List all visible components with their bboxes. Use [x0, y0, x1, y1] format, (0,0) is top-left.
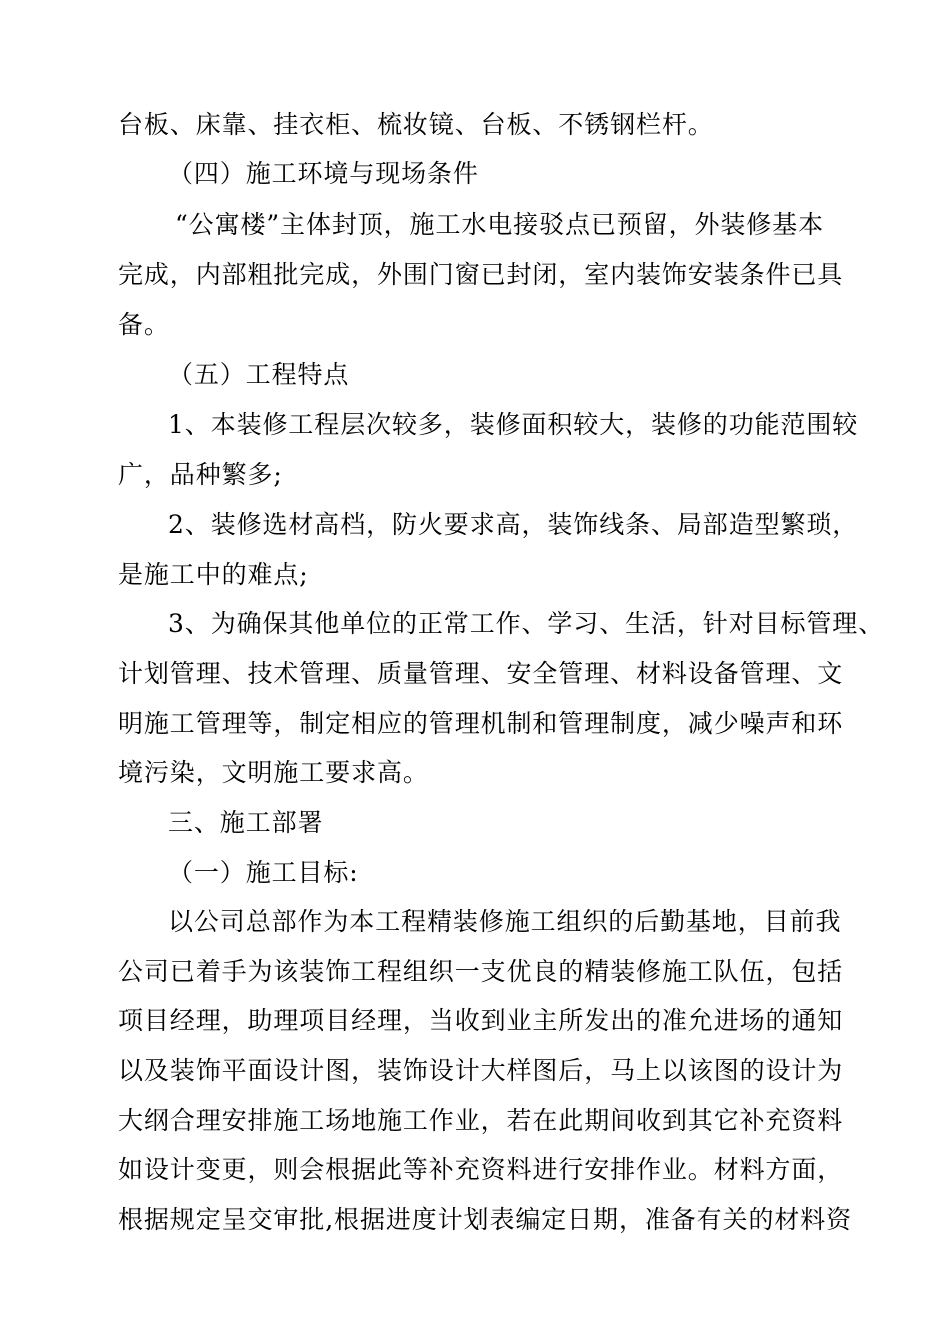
text-line-13: 明施工管理等，制定相应的管理机制和管理制度，减少噪声和环: [118, 709, 844, 738]
text-line-12: 计划管理、技术管理、质量管理、安全管理、材料设备管理、文: [118, 659, 844, 688]
text-line-14: 境污染，文明施工要求高。: [118, 758, 429, 787]
text-line-19: 项目经理，助理项目经理，当收到业主所发出的准允进场的通知: [118, 1006, 844, 1035]
section-heading-goals: （一）施工目标:: [168, 858, 359, 887]
section-heading-features: （五）工程特点: [168, 360, 350, 389]
text-line-17: 以公司总部作为本工程精装修施工组织的后勤基地，目前我: [168, 907, 842, 936]
section-heading-environment: （四）施工环境与现场条件: [168, 159, 479, 188]
text-line-3: “公寓楼”主体封顶，施工水电接驳点已预留，外装修基本: [175, 210, 824, 239]
text-line-22: 如设计变更，则会根据此等补充资料进行安排作业。材料方面，: [118, 1155, 844, 1184]
text-line-4: 完成，内部粗批完成，外围门窗已封闭，室内装饰安装条件已具: [118, 260, 844, 289]
text-line-23: 根据规定呈交审批,根据进度计划表编定日期，准备有关的材料资: [118, 1205, 853, 1234]
text-line-20: 以及装饰平面设计图，装饰设计大样图后，马上以该图的设计为: [118, 1056, 844, 1085]
text-line-8: 广，品种繁多;: [118, 460, 283, 489]
text-line-7: 1、本装修工程层次较多，装修面积较大，装修的功能范围较: [168, 410, 859, 439]
text-line-10: 是施工中的难点;: [118, 560, 309, 589]
text-line-11: 3、为确保其他单位的正常工作、学习、生活，针对目标管理、: [168, 609, 885, 638]
text-line-18: 公司已着手为该装饰工程组织一支优良的精装修施工队伍，包括: [118, 957, 844, 986]
section-heading-deployment: 三、施工部署: [168, 808, 324, 837]
text-line-1: 台板、床靠、挂衣柜、梳妆镜、台板、不锈钢栏杆。: [118, 110, 714, 139]
text-line-21: 大纲合理安排施工场地施工作业，若在此期间收到其它补充资料: [118, 1106, 844, 1135]
text-line-5: 备。: [118, 310, 170, 339]
text-line-9: 2、装修选材高档，防火要求高，装饰线条、局部造型繁琐，: [168, 510, 859, 539]
